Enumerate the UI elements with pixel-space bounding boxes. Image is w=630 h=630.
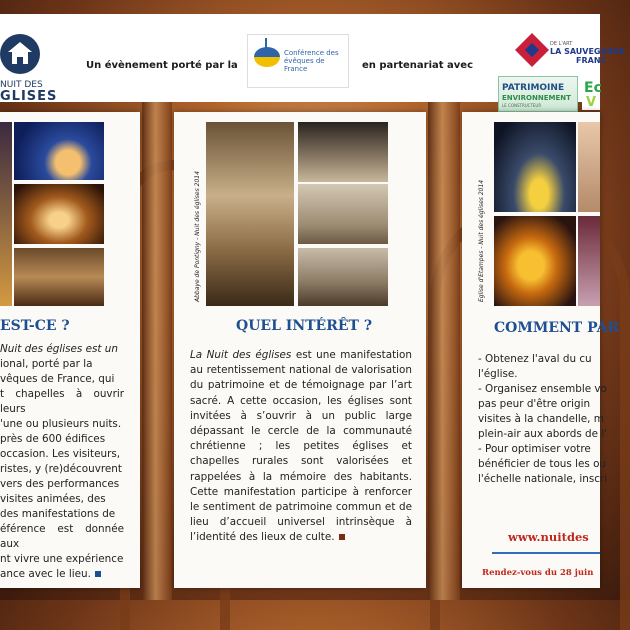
patrimoine-environnement-logo [498,76,578,112]
nuit-des-eglises-logo [0,34,40,74]
event-by-label: Un évènement porté par la [86,60,238,71]
text-line: t chapelles à ouvrir leurs [0,388,124,415]
photo-nave-candles [14,184,104,244]
eco-logo [582,78,600,110]
website-link[interactable]: www.nuitdes [508,530,589,544]
text-line: bénéficier de tous les ou [478,458,607,470]
text-line: éférence est donnée aux [0,523,124,550]
panel-right-title: COMMENT PAR [494,320,620,336]
text-line: Nuit des églises est un [0,343,118,355]
divider-line [492,552,600,554]
photo-abbey-visitors [298,248,388,306]
text-line: nt vivre une expérience [0,553,124,565]
sauvegarde-name-2: FRANC [576,56,607,65]
text-line: près de 600 édifices [0,433,106,445]
body-rest: est une manifestation au retentissement national de valorisation du patrimoine et de témoignage par l’art sacré. A cette occasion, les églises sont invitées à s’ouvrir à un public large dépassant le cercle de la communauté chrétienne ; les petites églises et chapelles rurales sont valorisées et rappelées à la mémoire des habitants. Cette manifestation participe à renforcer le sentiment de patrimoine commun et de lieu d’accueil universel intrinsèque à l’identité des lieux de culte. [190,349,412,544]
logo-text [0,80,58,104]
eco-logo-text-a: Ec [584,80,602,96]
text-line-end: ance avec le lieu. [0,568,91,580]
end-square-icon [95,571,101,577]
panel-center-title: QUEL INTÉRÊT ? [236,318,373,334]
text-line: vêques de France, qui [0,373,115,385]
photo-church-night [14,122,104,180]
eco-logo-text-b: V [586,95,597,110]
photo-etampes-detail [578,122,600,212]
text-line: - Pour optimiser votre [478,443,591,455]
logo-bottom-text: GLISES [0,89,58,104]
panel-right-text [478,352,608,487]
photo-etampes-nave [494,122,576,212]
panel-center-text [190,348,412,546]
background-pillar [428,70,460,600]
panel-comment-participer [462,112,620,588]
photo-caption: Abbaye de Pontigny - Nuit des églises 2014 [194,171,201,302]
photo-etampes-installation [494,216,576,306]
text-line: l'échelle nationale, inscri [478,473,608,485]
text-line: pas peur d'être origin [478,398,591,410]
rendez-vous-text: Rendez-vous du 28 juin [482,568,594,578]
text-line: occasion. Les visiteurs, [0,448,121,460]
text-line: 'une ou plusieurs nuits. [0,418,122,430]
cef-logo [247,34,349,88]
photo-etampes-detail-2 [578,216,600,306]
photo-strip [0,122,12,306]
photo-abbey-nave [206,122,294,306]
patrimoine-subtext: LE CONSTRUCTEUR [502,103,542,108]
text-line: - Obtenez l'aval du cu [478,353,592,365]
body-lead: La Nuit des églises [190,349,292,361]
partner-label: en partenariat avec [362,60,473,71]
text-line: ristes, y (re)découvrent [0,463,122,475]
text-line: plein-air aux abords de l' [478,428,608,440]
text-line: visites à la chandelle, m [478,413,604,425]
text-line: visites animées, des [0,493,106,505]
cef-emblem-icon [254,47,280,67]
panel-quel-interet [174,112,426,588]
panel-left-title: EST-CE ? [0,318,70,334]
sauvegarde-name: LA SAUVEGARDE [550,47,625,56]
panel-what-is-it [0,112,140,588]
end-square-icon [339,534,345,540]
panel-left-text [0,342,124,582]
text-line: vers des performances [0,478,120,490]
sauvegarde-small-text: DE L'ART [550,41,573,47]
sauvegarde-logo-icon [515,33,549,67]
text-line: des manifestations de [0,508,116,520]
logo-top-text: NUIT DES [0,80,43,90]
photo-cloister-people [298,122,388,182]
text-line: ional, porté par la [0,358,93,370]
text-line: l'église. [478,368,518,380]
photo-choir-performers [14,248,104,306]
cef-logo-text: Conférence des évêques de France [284,49,339,73]
photo-caption: Eglise d'Etampes - Nuit des églises 2014 [478,179,485,302]
background-pillar [142,70,172,600]
patrimoine-text: PATRIMOINE [502,83,565,93]
text-line: - Organisez ensemble vo [478,383,607,395]
photo-abbey-interior [298,184,388,244]
environnement-text: ENVIRONNEMENT [502,94,571,102]
header-banner [0,14,625,110]
text-line [0,567,124,582]
